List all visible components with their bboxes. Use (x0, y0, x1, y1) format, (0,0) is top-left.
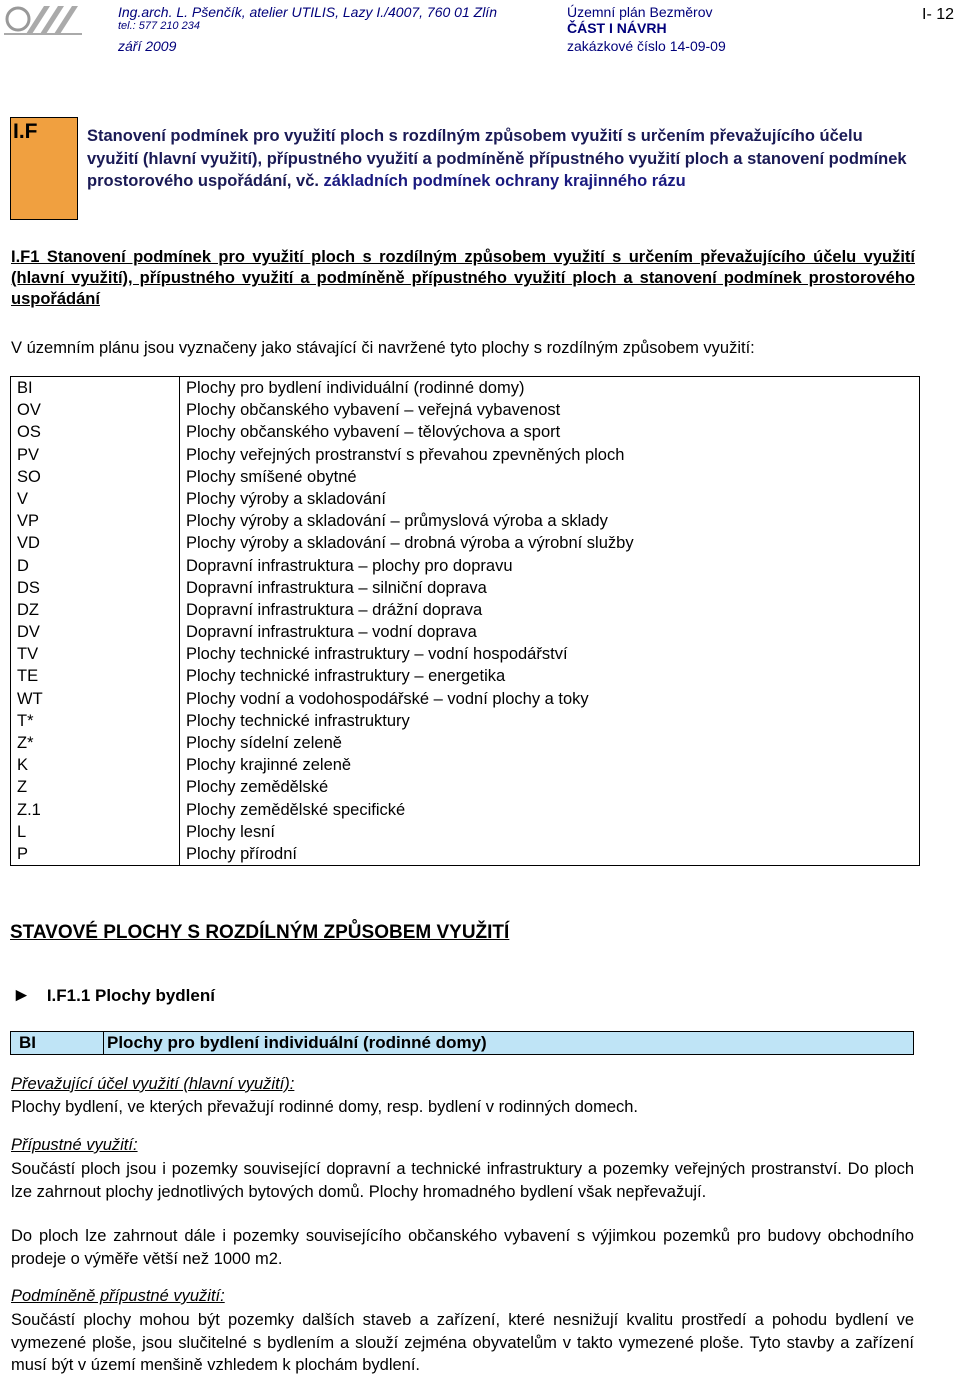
allowed-use-text-2: Do ploch lze zahrnout dále i pozemky souvisejícího občanského vybavení s výjimkou pozemků pro budovy obchodního prodeje o výměře větší než 1000 m2. (11, 1227, 914, 1268)
triangle-marker-icon: ► (12, 985, 31, 1006)
zone-code: Z (11, 776, 180, 798)
zone-name: Plochy technické infrastruktury – energetika (180, 665, 920, 687)
zone-code: Z.1 (11, 799, 180, 821)
zone-code: D (11, 555, 180, 577)
utilis-logo (4, 2, 84, 36)
header-project: Územní plán Bezměrov (567, 4, 713, 20)
zones-table (10, 376, 920, 866)
zone-code: Z* (11, 732, 180, 754)
zone-name: Plochy občanského vybavení – veřejná vybavenost (180, 399, 920, 421)
table-row (11, 643, 920, 665)
conditional-use-text: Součástí plochy mohou být pozemky dalších staveb a zařízení, které nesnižují kvalitu prostředí a pohodu bydlení ve vymezené ploše, jsou slučitelné s bydlením a slouží zejména obyvatelům v takto vymezené ploše. Tyto stavby a zařízení musí být v území menšině vzhledem k plochám bydlení. (11, 1311, 914, 1374)
bi-name: Plochy pro bydlení individuální (rodinné domy) (107, 1033, 487, 1052)
table-row (11, 599, 920, 621)
main-use-label: Převažující účel využití (hlavní využití): (11, 1075, 295, 1093)
table-row (11, 577, 920, 599)
section-title-blue: základních podmínek ochrany krajinného rázu (318, 172, 686, 190)
table-row (11, 754, 920, 776)
table-row (11, 510, 920, 532)
zone-name: Plochy výroby a skladování – drobná výroba a výrobní služby (180, 532, 920, 554)
zone-code: TV (11, 643, 180, 665)
zone-code: WT (11, 688, 180, 710)
bi-divider (103, 1032, 104, 1054)
zone-name: Dopravní infrastruktura – drážní doprava (180, 599, 920, 621)
table-row (11, 377, 920, 400)
zone-code: DS (11, 577, 180, 599)
table-row (11, 776, 920, 798)
zone-code: OS (11, 421, 180, 443)
table-row (11, 532, 920, 554)
zone-name: Plochy technické infrastruktury – vodní hospodářství (180, 643, 920, 665)
table-row (11, 843, 920, 866)
page-number: I- 12 (922, 6, 955, 23)
zone-code: DZ (11, 599, 180, 621)
intro-text: V územním plánu jsou vyznačeny jako stávající či navržené tyto plochy s rozdílným způsobem využití: (11, 339, 755, 357)
table-row (11, 444, 920, 466)
zone-code: PV (11, 444, 180, 466)
zone-name: Plochy krajinné zeleně (180, 754, 920, 776)
stavove-heading: STAVOVÉ PLOCHY S ROZDÍLNÝM ZPŮSOBEM VYUŽITÍ (10, 922, 510, 943)
zone-code: SO (11, 466, 180, 488)
table-row (11, 555, 920, 577)
header-author: Ing.arch. L. Pšenčík, atelier UTILIS, Lazy I./4007, 760 01 Zlín (118, 4, 497, 20)
zone-name: Plochy sídelní zeleně (180, 732, 920, 754)
subsection-heading: I.F1 Stanovení podmínek pro využití ploch s rozdílným způsobem využití s určením převažujícího účelu využití (hlavní využití), přípustného využití a podmíněně přípustného využití ploch a stanovení podmínek prostorového uspořádání (11, 248, 915, 308)
zone-name: Plochy přírodní (180, 843, 920, 866)
table-row (11, 821, 920, 843)
zone-code: BI (11, 377, 180, 400)
conditional-use-label: Podmíněně přípustné využití: (11, 1287, 225, 1305)
housing-heading (12, 985, 215, 1007)
zone-name: Dopravní infrastruktura – vodní doprava (180, 621, 920, 643)
zone-name: Dopravní infrastruktura – silniční doprava (180, 577, 920, 599)
table-row (11, 466, 920, 488)
table-row (11, 799, 920, 821)
header-order-number: zakázkové číslo 14-09-09 (567, 38, 726, 54)
zone-name: Plochy zemědělské specifické (180, 799, 920, 821)
zone-code: VP (11, 510, 180, 532)
zone-code: K (11, 754, 180, 776)
table-row (11, 399, 920, 421)
zone-name: Plochy vodní a vodohospodářské – vodní plochy a toky (180, 688, 920, 710)
section-title (87, 125, 917, 193)
table-row (11, 488, 920, 510)
bi-code: BI (19, 1033, 36, 1052)
zone-name: Plochy výroby a skladování (180, 488, 920, 510)
allowed-use-text-1: Součástí ploch jsou i pozemky související dopravní a technické infrastruktury a pozemky veřejných prostranství. Do ploch lze zahrnout plochy jednotlivých bytových domů. Plochy hromadného bydlení však nepřevažují. (11, 1160, 914, 1201)
zone-name: Plochy zemědělské (180, 776, 920, 798)
section-code: I.F (13, 120, 38, 143)
section-title-main: Stanovení podmínek pro využití ploch s rozdílným způsobem využití s určením převažujícího účelu využití (hlavní využití), přípustného využití a podmíněně přípustného využití ploch a stanovení podmínek prostorového uspořádání, vč. (87, 127, 907, 190)
zone-name: Dopravní infrastruktura – plochy pro dopravu (180, 555, 920, 577)
zone-name: Plochy lesní (180, 821, 920, 843)
zone-code: V (11, 488, 180, 510)
zone-name: Plochy pro bydlení individuální (rodinné domy) (180, 377, 920, 400)
zone-code: L (11, 821, 180, 843)
header-date: září 2009 (118, 38, 177, 54)
zone-code: DV (11, 621, 180, 643)
allowed-use-label: Přípustné využití: (11, 1136, 138, 1154)
table-row (11, 710, 920, 732)
table-row (11, 732, 920, 754)
table-row (11, 621, 920, 643)
zone-name: Plochy smíšené obytné (180, 466, 920, 488)
zone-name: Plochy technické infrastruktury (180, 710, 920, 732)
table-row (11, 665, 920, 687)
main-use-text: Plochy bydlení, ve kterých převažují rodinné domy, resp. bydlení v rodinných domech. (11, 1098, 639, 1116)
zone-name: Plochy veřejných prostranství s převahou zpevněných ploch (180, 444, 920, 466)
zone-code: TE (11, 665, 180, 687)
header-part: ČÁST I NÁVRH (567, 20, 667, 36)
header-phone: tel.: 577 210 234 (118, 20, 200, 32)
bi-box (10, 1031, 914, 1055)
table-row (11, 688, 920, 710)
zone-name: Plochy výroby a skladování – průmyslová výroba a sklady (180, 510, 920, 532)
section-code-box (10, 117, 78, 220)
zone-code: VD (11, 532, 180, 554)
zone-name: Plochy občanského vybavení – tělovýchova a sport (180, 421, 920, 443)
zone-code: T* (11, 710, 180, 732)
zone-code: P (11, 843, 180, 866)
zone-code: OV (11, 399, 180, 421)
table-row (11, 421, 920, 443)
housing-heading-text: I.F1.1 Plochy bydlení (46, 986, 215, 1005)
